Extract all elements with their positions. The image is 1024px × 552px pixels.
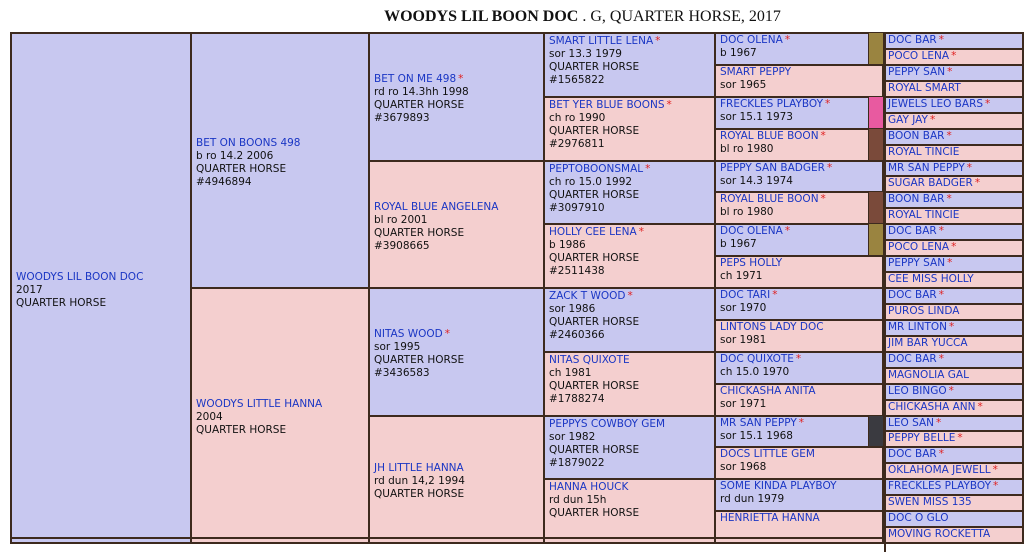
horse-name-link[interactable] [888, 480, 998, 493]
horse-name-link[interactable] [549, 99, 712, 112]
color-swatch [868, 128, 884, 162]
pedigree-cell-g3 [368, 287, 545, 417]
cell-content [720, 34, 866, 60]
horse-name-link[interactable] [720, 289, 880, 302]
horse-name-link[interactable] [549, 418, 712, 431]
horse-name-text: ROYAL SMART [888, 82, 961, 94]
horse-name-text: SMART PEPPY [720, 66, 792, 78]
horse-name-text: LEO BINGO [888, 385, 947, 397]
horse-info: sor 1995 [374, 341, 421, 353]
star-marker: * [938, 34, 944, 46]
star-marker: * [826, 162, 833, 174]
horse-info: rd dun 1979 [720, 493, 785, 505]
horse-name-link[interactable] [549, 354, 712, 367]
horse-name-text: NITAS QUIXOTE [549, 354, 630, 366]
star-marker: * [974, 177, 981, 189]
horse-name-link[interactable] [888, 98, 990, 111]
pedigree-cell-g4 [543, 478, 716, 544]
horse-name-link[interactable] [549, 35, 712, 48]
pedigree-cell-g4 [543, 287, 716, 353]
horse-name-text: BET YER BLUE BOONS [549, 99, 665, 111]
horse-name-text: HOLLY CEE LENA [549, 226, 637, 238]
horse-name-text: BOON BAR [888, 193, 945, 205]
horse-name-text: ROYAL TINCIE [888, 209, 960, 221]
horse-info: ch 15.0 1970 [720, 366, 790, 378]
horse-info: 2017 [16, 284, 43, 296]
pedigree-cell-g2 [190, 287, 370, 544]
star-marker: * [798, 417, 804, 429]
horse-name-link[interactable] [720, 193, 866, 206]
cell-content [720, 98, 866, 124]
horse-name-link[interactable] [374, 328, 541, 341]
horse-name-link[interactable] [549, 163, 712, 176]
horse-info: ch ro 15.0 1992 [549, 176, 633, 188]
cell-content [196, 398, 366, 437]
horse-info: #3097910 [549, 202, 605, 214]
horse-name-link[interactable] [888, 225, 944, 238]
horse-name-link[interactable] [549, 226, 712, 239]
horse-name-text: HANNA HOUCK [549, 481, 629, 493]
page-title [0, 8, 1024, 26]
pedigree-cell-g1 [10, 32, 192, 544]
horse-info: #1788274 [549, 393, 605, 405]
star-marker: * [951, 241, 957, 253]
horse-name-text: ROYAL BLUE BOON [720, 130, 819, 142]
cell-content [720, 289, 880, 315]
horse-name-text: DOCS LITTLE GEM [720, 448, 815, 460]
horse-info: QUARTER HORSE [549, 252, 640, 264]
pedigree-cell-g5 [714, 351, 884, 385]
cell-content [720, 66, 880, 92]
pedigree-cell-g4 [543, 32, 716, 98]
horse-name-text: POCO LENA [888, 241, 950, 253]
horse-name-text: MAGNOLIA GAL [888, 369, 969, 381]
horse-name-link[interactable] [888, 528, 990, 541]
horse-name-text: PEPPY SAN [888, 257, 946, 269]
horse-name-link[interactable] [888, 353, 944, 366]
horse-name-text: PEPPYS COWBOY GEM [549, 418, 666, 430]
horse-name-link[interactable] [196, 137, 366, 150]
horse-name-link[interactable] [888, 34, 944, 47]
horse-name-text: OKLAHOMA JEWELL [888, 464, 991, 476]
horse-info: QUARTER HORSE [549, 189, 640, 201]
star-marker: * [993, 480, 999, 492]
horse-name-link[interactable] [720, 512, 880, 525]
horse-name-link[interactable] [888, 512, 949, 525]
horse-name-text: CEE MISS HOLLY [888, 273, 974, 285]
horse-info: #1565822 [549, 74, 605, 86]
pedigree-cell-g4 [543, 96, 716, 162]
horse-name-text: PEPPY SAN [888, 66, 946, 78]
horse-name-text: JH LITTLE HANNA [374, 462, 464, 474]
horse-info: QUARTER HORSE [374, 227, 465, 239]
cell-content [374, 201, 541, 253]
horse-name-text: PEPS HOLLY [720, 257, 783, 269]
pedigree-cell-g5 [714, 64, 884, 98]
horse-info: #2511438 [549, 265, 605, 277]
cell-content [549, 226, 712, 278]
star-marker: * [825, 98, 831, 110]
horse-info: QUARTER HORSE [374, 488, 465, 500]
star-marker: * [938, 353, 944, 365]
star-marker: * [947, 66, 953, 78]
horse-name-text: DOC BAR [888, 289, 937, 301]
star-marker: * [935, 417, 942, 429]
horse-name-text: LEO SAN [888, 417, 934, 429]
pedigree-cell-g5 [714, 415, 870, 448]
cell-content [374, 73, 541, 125]
horse-name-text: NITAS WOOD [374, 328, 443, 340]
horse-info: QUARTER HORSE [549, 316, 640, 328]
horse-name-link[interactable] [888, 50, 956, 63]
horse-name-text: DOC BAR [888, 353, 937, 365]
star-marker: * [458, 73, 464, 85]
pedigree-cell-g5 [714, 32, 870, 66]
pedigree-cell-g5 [714, 191, 870, 225]
color-swatch [868, 223, 884, 257]
horse-name-link[interactable] [888, 114, 935, 127]
horse-name-link[interactable] [720, 66, 880, 79]
pedigree-cell-g5 [714, 287, 884, 321]
title-details: . G, QUARTER HORSE, 2017 [578, 8, 781, 25]
horse-info: QUARTER HORSE [549, 507, 640, 519]
horse-name-link[interactable] [720, 130, 866, 143]
cell-content [196, 137, 366, 189]
star-marker: * [977, 401, 983, 413]
pedigree-cell-g4 [543, 160, 716, 225]
pedigree-cell-g4 [543, 223, 716, 289]
horse-name-link[interactable] [16, 271, 188, 284]
pedigree-cell-g5 [714, 160, 884, 193]
pedigree-cell-g5 [714, 96, 870, 130]
horse-name-link[interactable] [549, 290, 712, 303]
horse-name-link[interactable] [374, 73, 541, 86]
cell-content [720, 448, 880, 474]
horse-name-text: BET ON ME 498 [374, 73, 457, 85]
cell-content [549, 290, 712, 342]
color-swatch [868, 415, 884, 448]
horse-name-text: LINTONS LADY DOC [720, 321, 824, 333]
horse-name-link[interactable] [888, 448, 944, 461]
star-marker: * [772, 289, 778, 301]
pedigree-cell-g5 [714, 478, 884, 512]
cell-content [374, 462, 541, 501]
horse-name-link[interactable] [888, 273, 974, 286]
star-marker: * [951, 50, 957, 62]
cell-content [720, 512, 880, 525]
horse-info: b 1986 [549, 239, 586, 251]
horse-info: QUARTER HORSE [196, 163, 287, 175]
horse-info: QUARTER HORSE [549, 61, 640, 73]
divider [10, 537, 884, 539]
horse-name-text: GAY JAY [888, 114, 928, 126]
star-marker: * [946, 130, 952, 142]
horse-name-text: DOC QUIXOTE [720, 353, 794, 365]
horse-name-link[interactable] [888, 305, 959, 318]
star-marker: * [938, 225, 944, 237]
horse-name-text: ROYAL TINCIE [888, 146, 960, 158]
horse-info: #3436583 [374, 367, 430, 379]
horse-name-link[interactable] [888, 289, 944, 302]
horse-name-link[interactable] [720, 417, 866, 430]
star-marker: * [784, 225, 791, 237]
horse-info: 2004 [196, 411, 223, 423]
horse-name-text: DOC OLENA [720, 34, 783, 46]
horse-name-link[interactable] [720, 34, 866, 47]
cell-content [549, 99, 712, 151]
horse-name-title: WOODYS LIL BOON DOC [384, 8, 579, 25]
cell-content [720, 162, 880, 188]
horse-info: sor 15.1 1968 [720, 430, 793, 442]
horse-name-link[interactable] [374, 462, 541, 475]
horse-name-text: PEPPY BELLE [888, 432, 956, 444]
star-marker: * [946, 193, 952, 205]
horse-info: sor 1986 [549, 303, 596, 315]
horse-name-link[interactable] [720, 385, 880, 398]
pedigree-cell-g6 [884, 526, 1024, 544]
horse-name-text: MR SAN PEPPY [720, 417, 797, 429]
horse-info: rd dun 15h [549, 494, 607, 506]
horse-name-text: JEWELS LEO BARS [888, 98, 984, 110]
horse-name-link[interactable] [888, 417, 941, 430]
horse-name-link[interactable] [720, 480, 880, 493]
horse-name-link[interactable] [720, 162, 880, 175]
horse-name-link[interactable] [888, 209, 959, 222]
star-marker: * [966, 162, 972, 174]
horse-info: sor 1970 [720, 302, 767, 314]
horse-name-text: WOODYS LIL BOON DOC [16, 271, 144, 283]
horse-name-link[interactable] [888, 257, 952, 270]
pedigree-cell-g3 [368, 415, 545, 544]
pedigree-cell-g3 [368, 32, 545, 162]
pedigree-cell-g4 [543, 351, 716, 417]
horse-name-text: MOVING ROCKETTA [888, 528, 991, 540]
horse-name-text: DOC BAR [888, 448, 937, 460]
horse-name-link[interactable] [888, 337, 968, 350]
horse-name-text: SOME KINDA PLAYBOY [720, 480, 837, 492]
horse-name-text: FRECKLES PLAYBOY [888, 480, 992, 492]
horse-info: sor 1971 [720, 398, 767, 410]
horse-info: sor 1982 [549, 431, 596, 443]
horse-name-text: MR SAN PEPPY [888, 162, 965, 174]
horse-name-link[interactable] [888, 177, 980, 190]
horse-info: b ro 14.2 2006 [196, 150, 274, 162]
star-marker: * [784, 34, 791, 46]
horse-name-link[interactable] [888, 401, 983, 414]
star-marker: * [948, 385, 954, 397]
horse-name-text: PEPPY SAN BADGER [720, 162, 825, 174]
horse-info: QUARTER HORSE [549, 125, 640, 137]
horse-info: ch 1971 [720, 270, 763, 282]
cell-content [374, 328, 541, 380]
horse-name-text: BOON BAR [888, 130, 945, 142]
horse-name-link[interactable] [720, 225, 866, 238]
cell-content [549, 163, 712, 215]
cell-content [720, 130, 866, 156]
horse-info: #3908665 [374, 240, 430, 252]
horse-name-link[interactable] [888, 146, 959, 159]
star-marker: * [820, 130, 826, 142]
horse-info: QUARTER HORSE [374, 99, 465, 111]
horse-info: sor 13.3 1979 [549, 48, 622, 60]
horse-info: bl ro 1980 [720, 206, 774, 218]
horse-info: rd ro 14.3hh 1998 [374, 86, 469, 98]
horse-name-text: PUROS LINDA [888, 305, 960, 317]
horse-name-text: DOC TARI [720, 289, 771, 301]
horse-name-link[interactable] [888, 385, 954, 398]
pedigree-cell-g2 [190, 32, 370, 289]
pedigree-cell-g5 [714, 383, 884, 417]
horse-name-text: ROYAL BLUE ANGELENA [374, 201, 499, 213]
horse-name-link[interactable] [888, 432, 963, 445]
horse-info: bl ro 2001 [374, 214, 428, 226]
horse-name-text: CHICKASHA ANITA [720, 385, 816, 397]
cell-content [549, 418, 712, 470]
star-marker: * [938, 448, 944, 460]
pedigree-cell-g5 [714, 446, 884, 480]
cell-content [549, 481, 712, 520]
cell-content [720, 353, 880, 379]
horse-name-link[interactable] [720, 98, 866, 111]
horse-info: QUARTER HORSE [374, 354, 465, 366]
cell-content [720, 480, 880, 506]
horse-info: QUARTER HORSE [549, 380, 640, 392]
star-marker: * [666, 99, 672, 111]
horse-info: #1879022 [549, 457, 605, 469]
color-swatch [868, 191, 884, 225]
star-marker: * [645, 163, 651, 175]
horse-name-text: DOC OLENA [720, 225, 783, 237]
color-swatch [868, 96, 884, 130]
cell-content [549, 354, 712, 406]
horse-name-link[interactable] [888, 241, 956, 254]
horse-info: #3679893 [374, 112, 430, 124]
star-marker: * [992, 464, 998, 476]
horse-name-text: ROYAL BLUE BOON [720, 193, 819, 205]
horse-info: sor 14.3 1974 [720, 175, 793, 187]
cell-content [549, 35, 712, 87]
horse-name-text: DOC O GLO [888, 512, 949, 524]
horse-name-text: FRECKLES PLAYBOY [720, 98, 824, 110]
cell-content [720, 225, 866, 251]
star-marker: * [638, 226, 644, 238]
star-marker: * [627, 290, 633, 302]
cell-content [720, 193, 866, 219]
horse-name-link[interactable] [888, 66, 952, 79]
horse-name-text: DOC BAR [888, 34, 937, 46]
star-marker: * [929, 114, 936, 126]
pedigree-cell-g5 [714, 319, 884, 353]
horse-name-text: WOODYS LITTLE HANNA [196, 398, 323, 410]
star-marker: * [957, 432, 963, 444]
horse-name-link[interactable] [720, 353, 880, 366]
horse-name-text: SUGAR BADGER [888, 177, 973, 189]
horse-name-link[interactable] [888, 193, 952, 206]
horse-name-text: SMART LITTLE LENA [549, 35, 654, 47]
star-marker: * [947, 257, 953, 269]
horse-info: rd dun 14,2 1994 [374, 475, 465, 487]
horse-name-link[interactable] [888, 82, 961, 95]
pedigree-cell-g4 [543, 415, 716, 480]
horse-name-text: HENRIETTA HANNA [720, 512, 820, 524]
horse-info: #2976811 [549, 138, 605, 150]
cell-content [16, 271, 188, 310]
color-swatch [868, 32, 884, 66]
horse-name-link[interactable] [720, 448, 880, 461]
horse-name-text: ZACK T WOOD [549, 290, 626, 302]
horse-name-text: JIM BAR YUCCA [888, 337, 968, 349]
horse-info: bl ro 1980 [720, 143, 774, 155]
horse-name-link[interactable] [888, 162, 972, 175]
star-marker: * [795, 353, 802, 365]
horse-info: #2460366 [549, 329, 605, 341]
horse-info: sor 1968 [720, 461, 767, 473]
horse-info: sor 15.1 1973 [720, 111, 793, 123]
horse-name-text: CHICKASHA ANN [888, 401, 976, 413]
cell-content [720, 321, 880, 347]
horse-name-text: MR LINTON [888, 321, 948, 333]
horse-name-link[interactable] [888, 130, 952, 143]
divider [884, 537, 886, 552]
cell-content [720, 417, 866, 443]
cell-content [720, 385, 880, 411]
horse-info: sor 1965 [720, 79, 767, 91]
star-marker: * [949, 321, 955, 333]
horse-info: ch ro 1990 [549, 112, 606, 124]
pedigree-cell-g5 [714, 128, 870, 162]
horse-name-link[interactable] [196, 398, 366, 411]
cell-content [720, 257, 880, 283]
star-marker: * [985, 98, 991, 110]
horse-info: b 1967 [720, 238, 757, 250]
horse-name-text: PEPTOBOONSMAL [549, 163, 644, 175]
horse-name-text: SWEN MISS 135 [888, 496, 972, 508]
horse-name-link[interactable] [888, 369, 969, 382]
horse-name-link[interactable] [549, 481, 712, 494]
pedigree-cell-g3 [368, 160, 545, 289]
horse-info: b 1967 [720, 47, 757, 59]
horse-name-link[interactable] [374, 201, 541, 214]
star-marker: * [938, 289, 944, 301]
horse-name-link[interactable] [720, 257, 880, 270]
pedigree-cell-g5 [714, 223, 870, 257]
star-marker: * [655, 35, 661, 47]
horse-info: QUARTER HORSE [16, 297, 107, 309]
star-marker: * [820, 193, 826, 205]
horse-info: ch 1981 [549, 367, 592, 379]
horse-name-link[interactable] [720, 321, 880, 334]
horse-info: QUARTER HORSE [196, 424, 287, 436]
pedigree-cell-g5 [714, 255, 884, 289]
star-marker: * [444, 328, 450, 340]
horse-name-text: DOC BAR [888, 225, 937, 237]
horse-name-text: POCO LENA [888, 50, 950, 62]
horse-info: QUARTER HORSE [549, 444, 640, 456]
horse-info: sor 1981 [720, 334, 767, 346]
horse-name-link[interactable] [888, 321, 954, 334]
horse-name-link[interactable] [888, 496, 972, 509]
horse-info: #4946894 [196, 176, 252, 188]
horse-name-text: BET ON BOONS 498 [196, 137, 301, 149]
horse-name-link[interactable] [888, 464, 998, 477]
